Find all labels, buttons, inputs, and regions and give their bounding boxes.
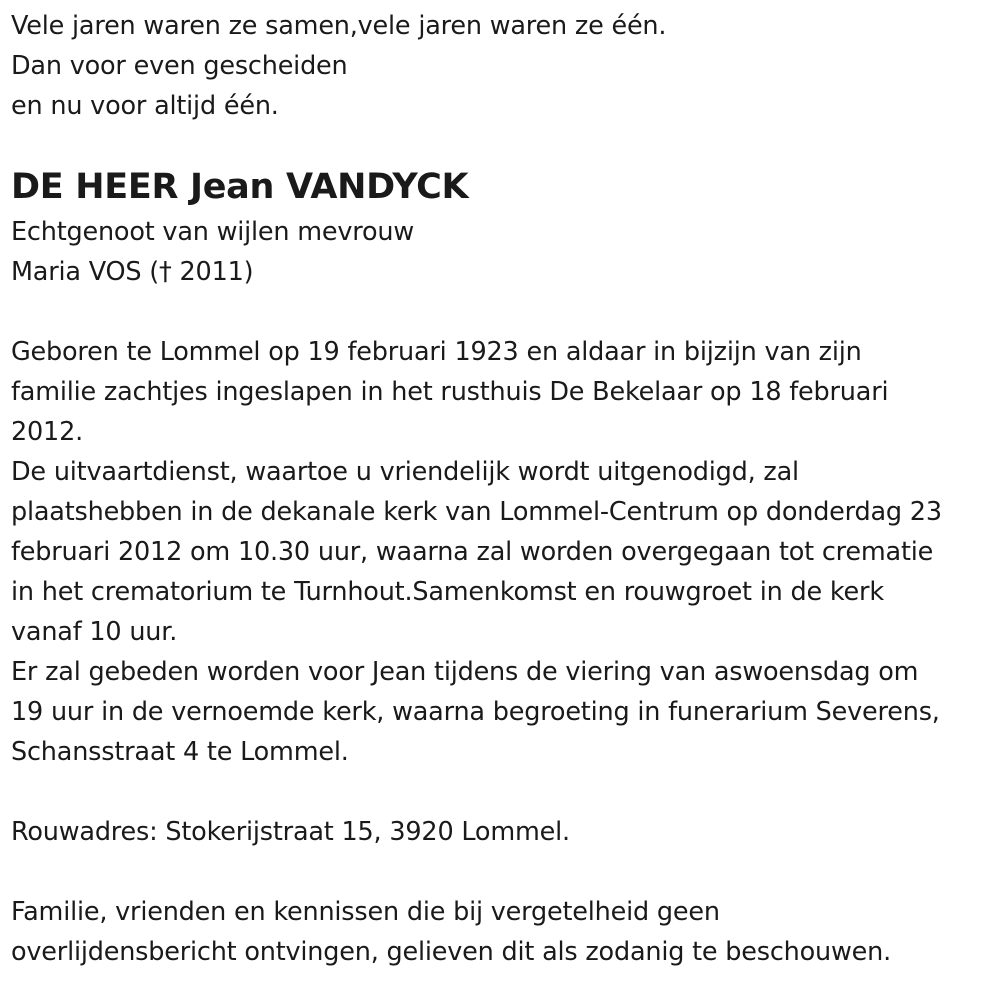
poem (11, 6, 1000, 126)
spouse-name-line (11, 252, 1000, 292)
paragraph-line: Er zal gebeden worden voor Jean tijdens de viering van aswoensdag om (11, 657, 919, 687)
deceased-name: DE HEER Jean VANDYCK (11, 167, 469, 207)
mourning-address: Rouwadres: Stokerijstraat 15, 3920 Lommel. (11, 817, 570, 847)
paragraph-line: in het crematorium te Turnhout.Samenkomst en rouwgroet in de kerk (11, 577, 884, 607)
paragraph-line: Schansstraat 4 te Lommel. (11, 737, 349, 767)
paragraph-line: vanaf 10 uur. (11, 617, 178, 647)
birth-paragraph (11, 332, 1000, 452)
paragraph-line: plaatshebben in de dekanale kerk van Lommel-Centrum op donderdag 23 (11, 497, 942, 527)
spacer (11, 772, 1000, 812)
spouse-line: Echtgenoot van wijlen mevrouw (11, 217, 415, 247)
spacer (11, 292, 1000, 332)
poem-line: Vele jaren waren ze samen,vele jaren waren ze één. (11, 11, 667, 41)
cross-icon: † (159, 257, 172, 287)
paragraph-line: Geboren te Lommel op 19 februari 1923 en aldaar in bijzijn van zijn (11, 337, 862, 367)
paragraph-line: familie zachtjes ingeslapen in het rusthuis De Bekelaar op 18 februari (11, 377, 889, 407)
paragraph-line: Familie, vrienden en kennissen die bij vergetelheid geen (11, 897, 720, 927)
closing-paragraph (11, 892, 1000, 972)
service-paragraph (11, 452, 1000, 652)
paragraph-line: De uitvaartdienst, waartoe u vriendelijk wordt uitgenodigd, zal (11, 457, 799, 487)
poem-line: Dan voor even gescheiden (11, 51, 348, 81)
paragraph-line: 19 uur in de vernoemde kerk, waarna begroeting in funerarium Severens, (11, 697, 940, 727)
spacer (11, 126, 1000, 162)
spouse-year: 2011) (171, 257, 254, 287)
paragraph-line: februari 2012 om 10.30 uur, waarna zal worden overgegaan tot crematie (11, 537, 934, 567)
prayer-paragraph (11, 652, 1000, 772)
spacer (11, 852, 1000, 892)
paragraph-line: overlijdensbericht ontvingen, gelieven dit als zodanig te beschouwen. (11, 937, 892, 967)
poem-line: en nu voor altijd één. (11, 91, 279, 121)
spouse-name: Maria VOS ( (11, 257, 160, 287)
paragraph-line: 2012. (11, 417, 84, 447)
